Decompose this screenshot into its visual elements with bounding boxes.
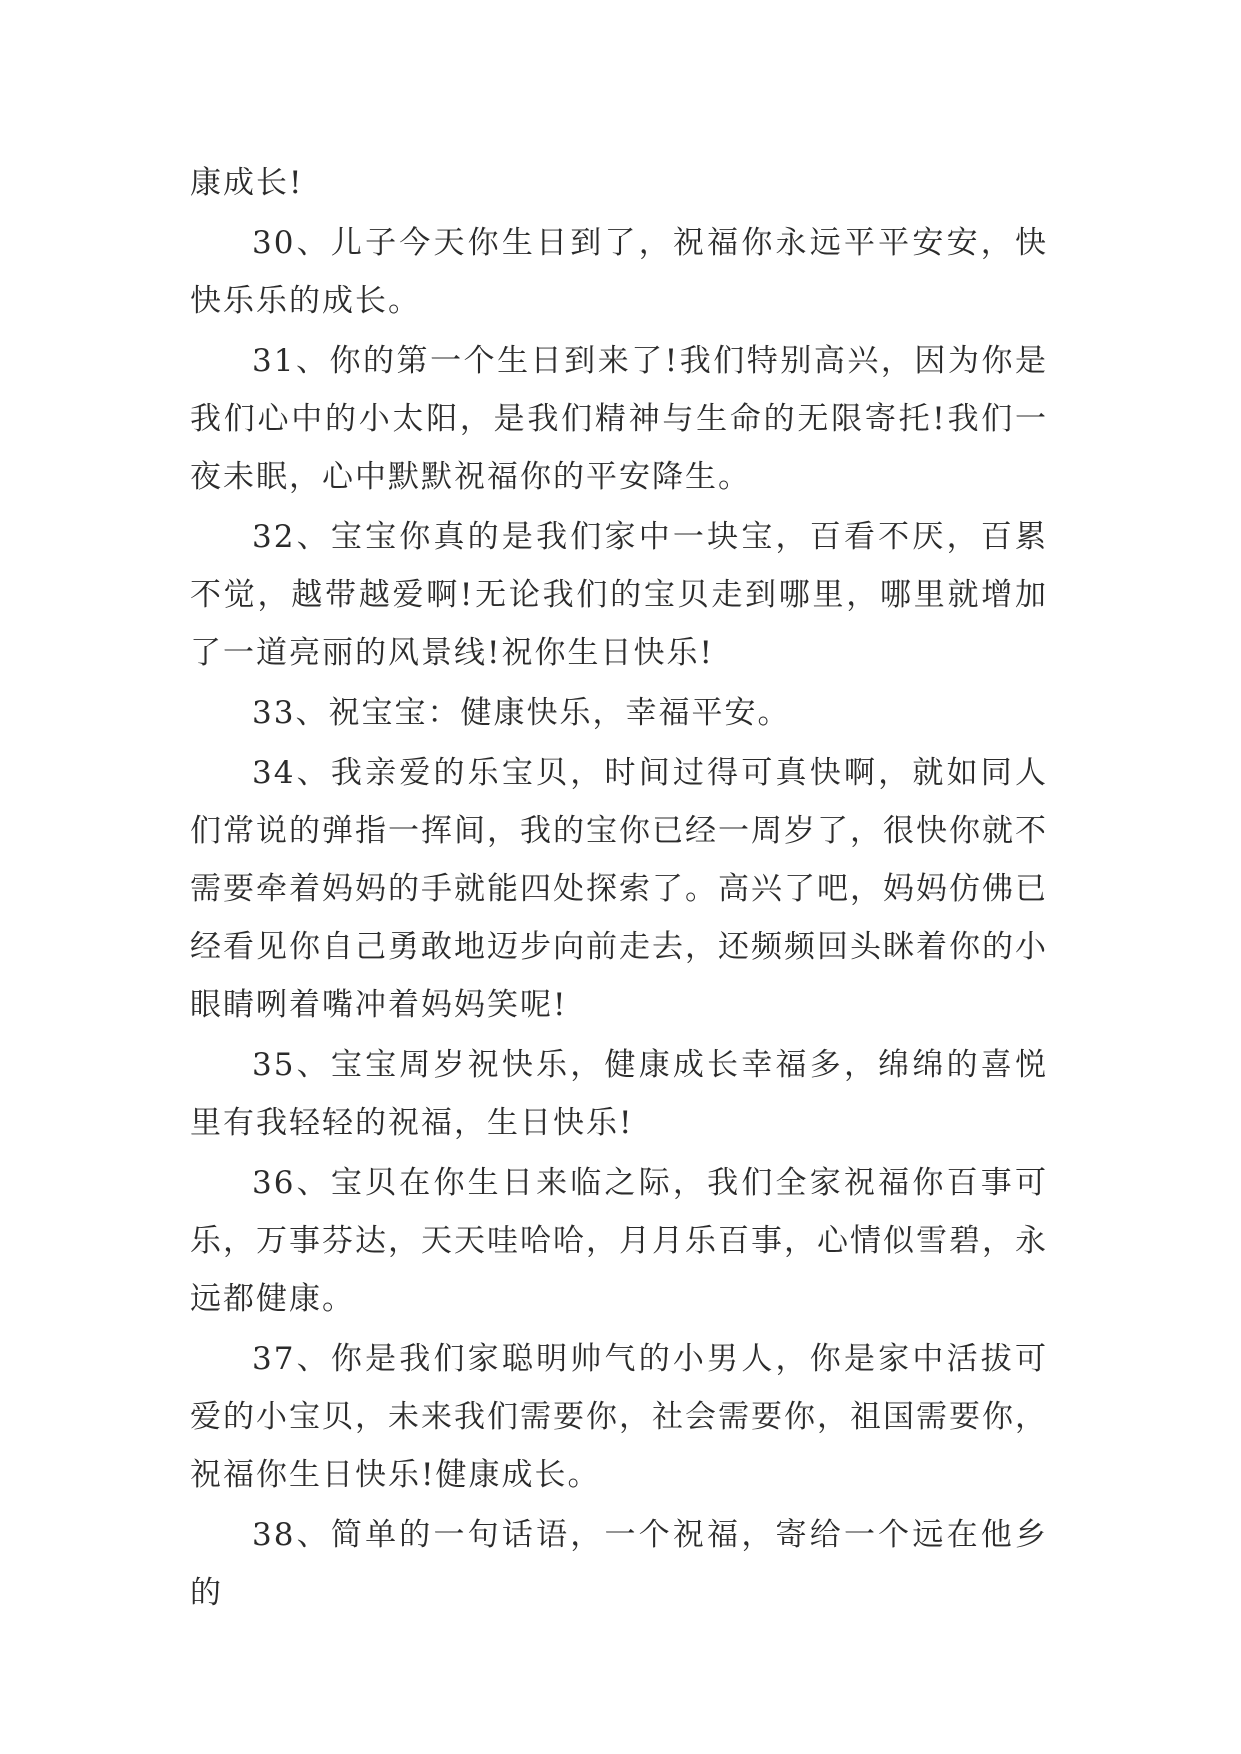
paragraph-wish-32: 32、宝宝你真的是我们家中一块宝，百看不厌，百累不觉，越带越爱啊!无论我们的宝贝走到哪里，哪里就增加了一道亮丽的风景线!祝你生日快乐! bbox=[190, 519, 1048, 671]
paragraph-wish-37: 37、你是我们家聪明帅气的小男人，你是家中活拔可爱的小宝贝，未来我们需要你，社会需要你，祖国需要你，祝福你生日快乐!健康成长。 bbox=[190, 1341, 1048, 1493]
paragraph-wish-31: 31、你的第一个生日到来了!我们特别高兴，因为你是我们心中的小太阳，是我们精神与生命的无限寄托!我们一夜未眠，心中默默祝福你的平安降生。 bbox=[190, 343, 1048, 495]
paragraph-wish-38: 38、简单的一句话语，一个祝福，寄给一个远在他乡的 bbox=[190, 1517, 1048, 1611]
paragraph-wish-36: 36、宝贝在你生日来临之际，我们全家祝福你百事可乐，万事芬达，天天哇哈哈，月月乐百事，心情似雪碧，永远都健康。 bbox=[190, 1165, 1048, 1317]
paragraph-wish-30: 30、儿子今天你生日到了，祝福你永远平平安安，快快乐乐的成长。 bbox=[190, 225, 1048, 319]
document-body bbox=[190, 154, 1048, 1624]
paragraph-wish-33: 33、祝宝宝：健康快乐，幸福平安。 bbox=[252, 695, 791, 731]
paragraph-wish-35: 35、宝宝周岁祝快乐，健康成长幸福多，绵绵的喜悦里有我轻轻的祝福，生日快乐! bbox=[190, 1047, 1048, 1141]
paragraph-continuation: 康成长! bbox=[190, 165, 304, 201]
paragraph-wish-34: 34、我亲爱的乐宝贝，时间过得可真快啊，就如同人们常说的弹指一挥间，我的宝你已经一周岁了，很快你就不需要牵着妈妈的手就能四处探索了。高兴了吧，妈妈仿佛已经看见你自己勇敢地迈步向前走去，还频频回头眯着你的小眼睛咧着嘴冲着妈妈笑呢! bbox=[190, 755, 1048, 1023]
